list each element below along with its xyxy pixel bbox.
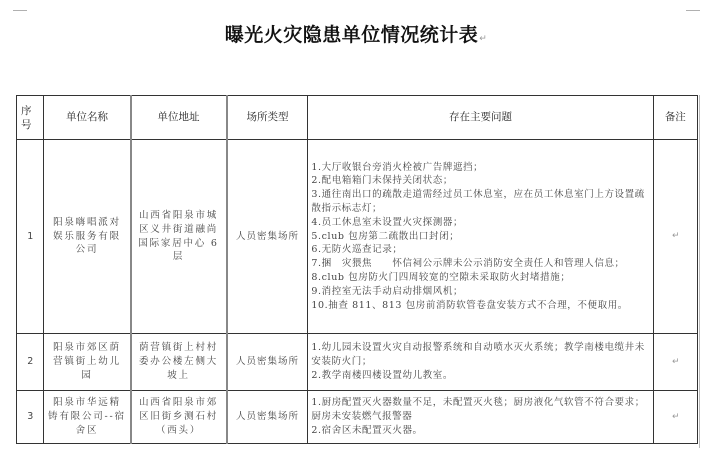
header-address: 单位地址: [131, 96, 227, 140]
cell-no: 1: [17, 140, 44, 334]
cell-no: 3: [17, 391, 44, 444]
page-corner-mark-right: [686, 10, 700, 11]
cell-unit-address: 山西省阳泉市城区义井街道融尚国际家居中心 6 层: [131, 140, 227, 334]
issue-item: 4.员工休息室未设置火灾探测器；: [311, 216, 464, 228]
issue-item: 10.抽查 811、813 包房前消防软管卷盘安装方式不合理，不便取用。: [311, 299, 628, 311]
cell-issues: [308, 334, 653, 391]
table-row: [17, 334, 698, 391]
header-issues: 存在主要问题: [308, 96, 653, 140]
table-row: [17, 391, 698, 444]
page-edge-line: [699, 95, 700, 448]
cell-remark: [653, 391, 697, 444]
issue-item: 9.消控室无法手动启动排烟风机；: [311, 285, 464, 297]
table-header-row: [17, 96, 698, 140]
paragraph-mark-icon: ↵: [672, 231, 680, 242]
hazard-statistics-table: [16, 95, 698, 444]
paragraph-mark-icon: ↵: [672, 411, 680, 422]
issue-item: 8.club 包房防火门四周较宽的空隙未采取防火封堵措施；: [311, 271, 571, 283]
cell-issues: [308, 391, 653, 444]
cell-venue-type: 人员密集场所: [227, 334, 308, 391]
header-remark: 备注: [653, 96, 697, 140]
header-no: 序号: [17, 96, 44, 140]
cell-no: 2: [17, 334, 44, 391]
cell-venue-type: 人员密集场所: [227, 140, 308, 334]
paragraph-mark-icon: ↵: [479, 34, 488, 44]
issue-item: 1.大厅收银台旁消火栓被广告牌遮挡；: [311, 161, 484, 173]
cell-unit-address: 山西省阳泉市郊区旧街乡测石村（西头）: [131, 391, 227, 444]
cell-remark: [653, 140, 697, 334]
header-type: 场所类型: [227, 96, 308, 140]
cell-venue-type: 人员密集场所: [227, 391, 308, 444]
cell-issues: [308, 140, 653, 334]
header-name: 单位名称: [44, 96, 131, 140]
cell-unit-name: 阳泉市华远精铸有限公司--宿舍区: [44, 391, 131, 444]
issue-item: 6.无防火巡查记录；: [311, 244, 403, 256]
issue-item: 2.教学南楼四楼设置幼儿教室。: [311, 369, 453, 381]
cell-unit-name: 阳泉嗨唱派对娱乐服务有限公司: [44, 140, 131, 334]
issue-item: 2.配电箱箱门未保持关闭状态；: [311, 175, 453, 187]
paragraph-mark-icon: ↵: [672, 356, 680, 367]
issue-item: 3.通往南出口的疏散走道需经过员工休息室，应在员工休息室门上方设置疏散指示标志灯；: [311, 189, 645, 214]
issue-item: 7.捆 灾猥焦 怀信祠公示牌未公示消防安全责任人和管理人信息；: [311, 258, 625, 270]
issue-item: 2.宿舍区未配置灭火器。: [311, 424, 423, 436]
page-corner-mark-left: [13, 10, 27, 11]
cell-remark: [653, 334, 697, 391]
cell-unit-address: 荫营镇街上村村委办公楼左侧大坡上: [131, 334, 227, 391]
issue-item: 1.厨房配置灭火器数量不足，未配置灭火毯；厨房液化气软管不符合要求；厨房未安装燃气报警器: [311, 397, 645, 423]
document-title: 曝光火灾隐患单位情况统计表↵: [224, 24, 488, 46]
issue-item: 5.club 包房第二疏散出口封闭；: [311, 230, 460, 242]
table-row: [17, 140, 698, 334]
issue-item: 1.幼儿园未设置火灾自动报警系统和自动喷水灭火系统；教学南楼电缆井未安装防火门；: [311, 342, 645, 368]
cell-unit-name: 阳泉市郊区荫营镇街上幼儿园: [44, 334, 131, 391]
